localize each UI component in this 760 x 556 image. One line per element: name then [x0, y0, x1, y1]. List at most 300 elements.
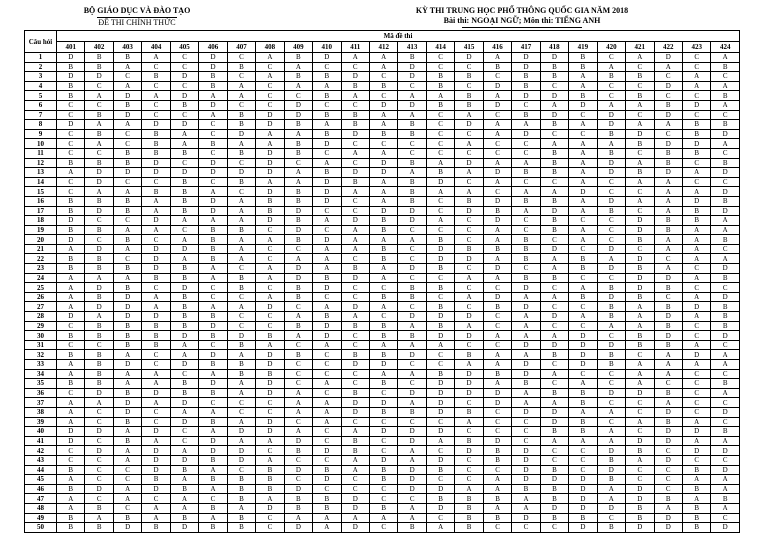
answer-cell: A	[512, 494, 540, 504]
answer-cell: D	[483, 100, 511, 110]
answer-cell: D	[626, 283, 654, 293]
answer-cell: D	[455, 158, 483, 168]
answer-cell: C	[398, 494, 426, 504]
answer-cell: B	[313, 129, 341, 139]
answer-cell: A	[711, 225, 740, 235]
answer-cell: C	[711, 513, 740, 523]
answer-cell: C	[455, 177, 483, 187]
answer-cell: D	[256, 168, 284, 178]
answer-cell: C	[426, 292, 454, 302]
answer-cell: C	[284, 369, 312, 379]
answer-cell: A	[256, 340, 284, 350]
answer-cell: B	[227, 110, 255, 120]
answer-cell: D	[57, 312, 85, 322]
answer-cell: D	[170, 398, 198, 408]
table-row	[25, 148, 740, 158]
table-row	[25, 455, 740, 465]
answer-cell: C	[341, 100, 369, 110]
answer-cell: B	[626, 513, 654, 523]
answer-cell: D	[626, 523, 654, 533]
answer-cell: C	[256, 446, 284, 456]
answer-cell: B	[113, 196, 141, 206]
answer-cell: D	[398, 312, 426, 322]
answer-cell: B	[170, 177, 198, 187]
answer-cell: A	[341, 225, 369, 235]
answer-cell: D	[512, 340, 540, 350]
exam-code-header: 415	[455, 42, 483, 53]
answer-cell: B	[654, 148, 682, 158]
answer-cell: B	[170, 264, 198, 274]
answer-cell: B	[256, 484, 284, 494]
table-row	[25, 484, 740, 494]
answer-cell: A	[113, 427, 141, 437]
answer-cell: A	[711, 100, 740, 110]
question-number: 10	[25, 139, 57, 149]
answer-cell: C	[85, 465, 113, 475]
answer-cell: D	[654, 53, 682, 63]
table-row	[25, 360, 740, 370]
answer-cell: D	[654, 110, 682, 120]
answer-cell: C	[455, 235, 483, 245]
answer-cell: D	[512, 446, 540, 456]
answer-cell: B	[284, 148, 312, 158]
answer-cell: B	[369, 244, 397, 254]
answer-cell: C	[142, 360, 170, 370]
exam-code-header: 414	[426, 42, 454, 53]
answer-cell: C	[597, 235, 625, 245]
answer-cell: C	[682, 455, 710, 465]
answer-cell: B	[682, 120, 710, 130]
question-number: 15	[25, 187, 57, 197]
answer-cell: A	[711, 216, 740, 226]
answer-cell: B	[455, 72, 483, 82]
answer-cell: B	[170, 379, 198, 389]
answer-cell: B	[512, 273, 540, 283]
answer-cell: D	[597, 446, 625, 456]
answer-cell: D	[142, 244, 170, 254]
answer-cell: C	[199, 494, 227, 504]
answer-cell: B	[540, 388, 568, 398]
answer-cell: B	[199, 331, 227, 341]
answer-cell: C	[313, 388, 341, 398]
answer-cell: C	[512, 139, 540, 149]
answer-cell: A	[682, 225, 710, 235]
question-number: 29	[25, 321, 57, 331]
answer-cell: D	[597, 244, 625, 254]
answer-cell: D	[57, 120, 85, 130]
table-row	[25, 120, 740, 130]
answer-cell: D	[256, 360, 284, 370]
answer-cell: C	[57, 340, 85, 350]
answer-cell: A	[483, 484, 511, 494]
answer-cell: D	[455, 120, 483, 130]
answer-cell: D	[654, 331, 682, 341]
answer-cell: A	[569, 379, 597, 389]
answer-cell: B	[711, 196, 740, 206]
answer-cell: C	[455, 455, 483, 465]
table-row	[25, 225, 740, 235]
answer-cell: D	[227, 455, 255, 465]
answer-cell: C	[512, 417, 540, 427]
answer-cell: B	[341, 446, 369, 456]
answer-cell: D	[142, 455, 170, 465]
answer-cell: A	[284, 62, 312, 72]
answer-cell: A	[256, 494, 284, 504]
answer-cell: C	[199, 340, 227, 350]
answer-cell: A	[569, 235, 597, 245]
question-number: 30	[25, 331, 57, 341]
answer-cell: D	[199, 446, 227, 456]
answer-cell: D	[256, 417, 284, 427]
answer-cell: A	[512, 321, 540, 331]
answer-cell: D	[398, 388, 426, 398]
question-number: 31	[25, 340, 57, 350]
answer-cell: D	[569, 360, 597, 370]
answer-cell: D	[313, 283, 341, 293]
answer-cell: A	[256, 177, 284, 187]
answer-cell: C	[313, 350, 341, 360]
answer-cell: D	[654, 81, 682, 91]
answer-cell: A	[227, 388, 255, 398]
answer-cell: B	[455, 494, 483, 504]
answer-cell: A	[170, 475, 198, 485]
answer-cell: B	[227, 494, 255, 504]
answer-cell: C	[426, 513, 454, 523]
answer-cell: C	[682, 321, 710, 331]
answer-cell: D	[341, 398, 369, 408]
answer-cell: A	[227, 244, 255, 254]
answer-cell: D	[85, 72, 113, 82]
answer-cell: A	[142, 302, 170, 312]
table-row	[25, 475, 740, 485]
answer-cell: B	[369, 216, 397, 226]
answer-cell: D	[682, 139, 710, 149]
answer-cell: C	[682, 53, 710, 63]
table-row	[25, 321, 740, 331]
answer-cell: B	[654, 283, 682, 293]
answer-cell: C	[170, 62, 198, 72]
answer-cell: A	[142, 398, 170, 408]
answer-cell: B	[369, 407, 397, 417]
answer-cell: A	[626, 196, 654, 206]
answer-cell: D	[142, 446, 170, 456]
answer-cell: B	[284, 503, 312, 513]
answer-cell: C	[626, 148, 654, 158]
answer-cell: C	[426, 129, 454, 139]
answer-cell: C	[711, 369, 740, 379]
answer-cell: B	[512, 484, 540, 494]
answer-cell: A	[626, 369, 654, 379]
answer-cell: D	[540, 407, 568, 417]
answer-cell: D	[398, 484, 426, 494]
answer-cell: A	[483, 225, 511, 235]
answer-cell: D	[682, 350, 710, 360]
answer-cell: D	[85, 168, 113, 178]
answer-cell: D	[426, 244, 454, 254]
answer-cell: B	[369, 254, 397, 264]
answer-cell: A	[313, 158, 341, 168]
exam-code-header: 423	[682, 42, 710, 53]
table-row	[25, 129, 740, 139]
answer-cell: D	[284, 484, 312, 494]
answer-cell: B	[341, 120, 369, 130]
answer-cell: C	[256, 398, 284, 408]
answer-cell: D	[654, 455, 682, 465]
answer-cell: D	[142, 427, 170, 437]
answer-cell: A	[170, 407, 198, 417]
answer-cell: B	[57, 513, 85, 523]
answer-cell: C	[682, 398, 710, 408]
answer-cell: A	[199, 369, 227, 379]
answer-cell: D	[626, 484, 654, 494]
answer-cell: D	[654, 513, 682, 523]
table-row	[25, 292, 740, 302]
answer-cell: C	[540, 81, 568, 91]
exam-code-header: 404	[142, 42, 170, 53]
answer-cell: C	[426, 446, 454, 456]
answer-cell: D	[455, 331, 483, 341]
answer-cell: C	[398, 379, 426, 389]
answer-cell: A	[85, 513, 113, 523]
answer-cell: A	[284, 407, 312, 417]
answer-cell: B	[682, 513, 710, 523]
answer-cell: C	[455, 427, 483, 437]
answer-cell: B	[626, 446, 654, 456]
answer-cell: D	[512, 475, 540, 485]
answer-cell: C	[57, 455, 85, 465]
answer-cell: B	[626, 292, 654, 302]
answer-cell: C	[426, 417, 454, 427]
answer-cell: D	[313, 177, 341, 187]
answer-cell: A	[227, 417, 255, 427]
answer-cell: D	[455, 206, 483, 216]
answer-body	[25, 53, 740, 533]
answer-cell: D	[711, 129, 740, 139]
answer-cell: B	[170, 187, 198, 197]
answer-cell: B	[227, 513, 255, 523]
answer-cell: C	[256, 254, 284, 264]
answer-cell: C	[256, 321, 284, 331]
answer-cell: C	[597, 398, 625, 408]
answer-cell: B	[483, 369, 511, 379]
answer-cell: A	[284, 312, 312, 322]
answer-cell: C	[57, 446, 85, 456]
answer-cell: B	[85, 62, 113, 72]
exam-code-header: 407	[227, 42, 255, 53]
answer-cell: A	[256, 292, 284, 302]
answer-cell: B	[199, 360, 227, 370]
answer-cell: D	[142, 254, 170, 264]
answer-cell: B	[569, 62, 597, 72]
answer-cell: A	[256, 139, 284, 149]
answer-cell: C	[426, 350, 454, 360]
answer-cell: A	[682, 312, 710, 322]
answer-cell: D	[626, 254, 654, 264]
answer-cell: B	[85, 360, 113, 370]
answer-cell: A	[597, 321, 625, 331]
table-row	[25, 216, 740, 226]
answer-cell: A	[57, 244, 85, 254]
answer-cell: A	[512, 187, 540, 197]
answer-cell: C	[142, 283, 170, 293]
question-number: 38	[25, 407, 57, 417]
answer-cell: B	[682, 503, 710, 513]
question-number: 50	[25, 523, 57, 533]
answer-cell: A	[313, 523, 341, 533]
answer-cell: B	[597, 455, 625, 465]
answer-cell: B	[597, 302, 625, 312]
answer-cell: B	[85, 379, 113, 389]
answer-cell: C	[512, 225, 540, 235]
question-number: 48	[25, 503, 57, 513]
answer-cell: A	[597, 494, 625, 504]
answer-cell: B	[85, 350, 113, 360]
answer-cell: B	[142, 340, 170, 350]
answer-cell: B	[369, 81, 397, 91]
answer-cell: A	[654, 235, 682, 245]
exam-code-header: 408	[256, 42, 284, 53]
answer-cell: B	[313, 110, 341, 120]
answer-cell: C	[711, 455, 740, 465]
answer-cell: B	[426, 321, 454, 331]
answer-cell: B	[711, 427, 740, 437]
answer-cell: A	[57, 292, 85, 302]
answer-cell: A	[341, 244, 369, 254]
answer-cell: B	[398, 331, 426, 341]
answer-cell: D	[256, 120, 284, 130]
answer-cell: D	[540, 417, 568, 427]
answer-cell: B	[227, 369, 255, 379]
answer-cell: C	[57, 129, 85, 139]
answer-cell: C	[369, 436, 397, 446]
answer-cell: A	[313, 302, 341, 312]
question-number: 19	[25, 225, 57, 235]
answer-cell: C	[85, 340, 113, 350]
answer-cell: A	[227, 503, 255, 513]
answer-cell: B	[313, 273, 341, 283]
answer-cell: A	[711, 475, 740, 485]
answer-cell: A	[626, 321, 654, 331]
answer-cell: B	[227, 475, 255, 485]
answer-cell: B	[199, 235, 227, 245]
answer-cell: C	[654, 254, 682, 264]
answer-cell: D	[398, 350, 426, 360]
answer-cell: A	[711, 436, 740, 446]
answer-cell: A	[341, 91, 369, 101]
answer-cell: A	[57, 302, 85, 312]
answer-cell: D	[113, 312, 141, 322]
answer-cell: B	[569, 388, 597, 398]
answer-cell: B	[540, 225, 568, 235]
answer-cell: B	[341, 177, 369, 187]
answer-cell: A	[341, 465, 369, 475]
answer-cell: B	[57, 465, 85, 475]
answer-cell: C	[256, 407, 284, 417]
answer-cell: D	[398, 427, 426, 437]
answer-cell: A	[483, 254, 511, 264]
answer-cell: B	[569, 254, 597, 264]
answer-cell: C	[711, 177, 740, 187]
answer-cell: D	[142, 388, 170, 398]
answer-cell: A	[483, 475, 511, 485]
answer-cell: B	[57, 331, 85, 341]
answer-cell: D	[540, 53, 568, 63]
answer-cell: B	[113, 206, 141, 216]
answer-cell: C	[256, 312, 284, 322]
answer-cell: C	[313, 484, 341, 494]
answer-cell: D	[57, 72, 85, 82]
answer-cell: A	[170, 503, 198, 513]
answer-cell: A	[369, 513, 397, 523]
answer-cell: B	[313, 72, 341, 82]
answer-cell: C	[455, 148, 483, 158]
answer-cell: A	[483, 177, 511, 187]
table-row	[25, 53, 740, 63]
answer-cell: A	[313, 398, 341, 408]
answer-cell: C	[113, 177, 141, 187]
answer-cell: C	[398, 244, 426, 254]
answer-cell: B	[227, 273, 255, 283]
answer-cell: D	[426, 312, 454, 322]
answer-cell: A	[256, 129, 284, 139]
answer-cell: A	[512, 388, 540, 398]
answer-cell: D	[313, 53, 341, 63]
answer-cell: B	[398, 292, 426, 302]
answer-cell: C	[398, 417, 426, 427]
answer-cell: A	[512, 350, 540, 360]
answer-cell: D	[369, 168, 397, 178]
answer-cell: A	[284, 81, 312, 91]
answer-cell: A	[682, 417, 710, 427]
answer-cell: D	[483, 264, 511, 274]
answer-cell: D	[483, 398, 511, 408]
answer-cell: D	[284, 465, 312, 475]
answer-cell: D	[597, 168, 625, 178]
question-number: 23	[25, 264, 57, 274]
answer-cell: A	[654, 187, 682, 197]
answer-cell: A	[654, 369, 682, 379]
answer-cell: D	[142, 168, 170, 178]
answer-cell: D	[57, 427, 85, 437]
answer-cell: A	[341, 513, 369, 523]
answer-cell: A	[170, 129, 198, 139]
answer-cell: B	[369, 475, 397, 485]
answer-cell: C	[142, 62, 170, 72]
answer-cell: A	[313, 407, 341, 417]
exam-code-header: 406	[199, 42, 227, 53]
question-number: 16	[25, 196, 57, 206]
answer-cell: D	[682, 100, 710, 110]
answer-cell: B	[57, 350, 85, 360]
answer-cell: C	[170, 53, 198, 63]
answer-cell: B	[654, 100, 682, 110]
answer-cell: D	[142, 465, 170, 475]
answer-cell: C	[369, 72, 397, 82]
answer-cell: A	[142, 91, 170, 101]
answer-cell: C	[199, 148, 227, 158]
answer-cell: D	[170, 417, 198, 427]
answer-cell: B	[57, 81, 85, 91]
answer-cell: A	[455, 417, 483, 427]
answer-cell: C	[313, 225, 341, 235]
answer-cell: C	[426, 120, 454, 130]
answer-cell: A	[170, 216, 198, 226]
answer-cell: D	[426, 407, 454, 417]
answer-cell: D	[199, 168, 227, 178]
answer-cell: D	[113, 523, 141, 533]
answer-cell: A	[597, 139, 625, 149]
answer-cell: D	[85, 244, 113, 254]
